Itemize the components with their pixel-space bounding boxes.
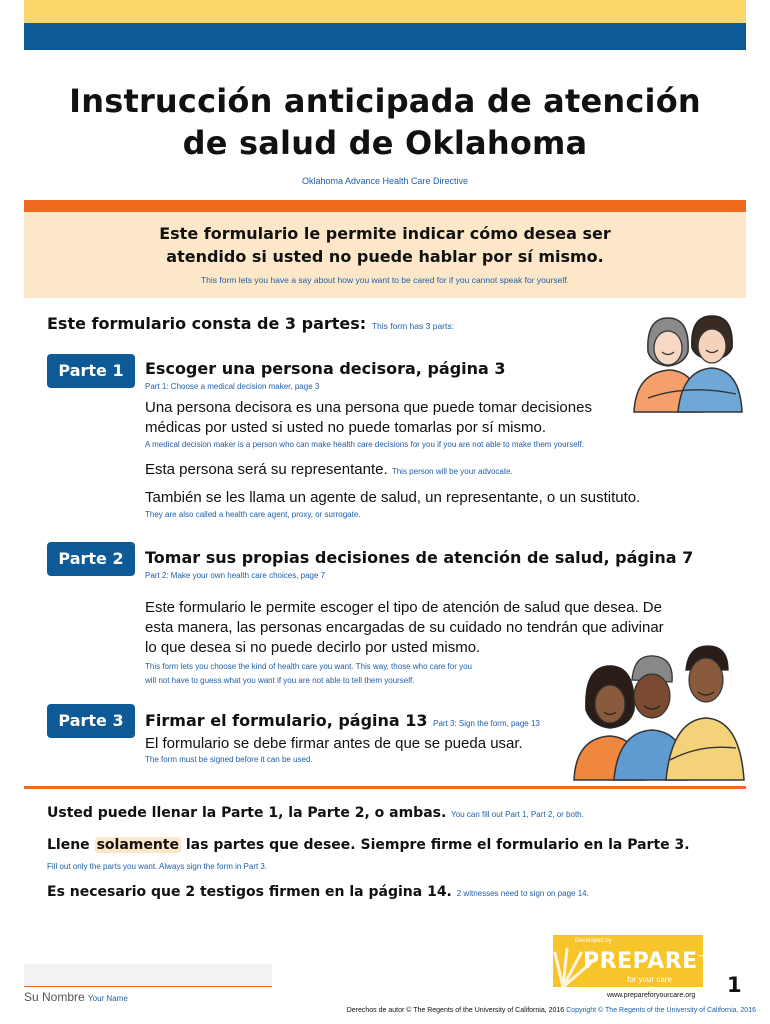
family-group-illustration (570, 640, 748, 780)
top-band-yellow (24, 0, 746, 23)
logo-brand-name: PREPARE (583, 949, 698, 974)
parts-heading-english: This form has 3 parts: (371, 321, 454, 331)
part-3-badge: Parte 3 (47, 704, 135, 738)
page-title (24, 80, 746, 164)
part-1-paragraph-2-english: This person will be your advocate. (391, 467, 513, 476)
part-3-heading (145, 711, 540, 730)
part-2-paragraph-english-line-1: This form lets you choose the kind of health care you want. This way, those who care for you (145, 662, 472, 671)
part-1-paragraph-2-spanish: Esta persona será su representante. (145, 461, 388, 478)
copyright-line (0, 1007, 770, 1014)
top-band-blue (24, 23, 746, 50)
part-3-heading-spanish: Firmar el formulario, página 13 (145, 711, 428, 730)
part-1-paragraph-1 (145, 398, 592, 438)
part-2-paragraph-line-1: Este formulario le permite escoger el tipo de atención de salud que desea. De (145, 599, 662, 616)
part-2-paragraph-english (145, 660, 472, 688)
intro-text-line-1: Este formulario le permite indicar cómo desea ser (159, 224, 611, 243)
part-2-heading-english: Part 2: Make your own health care choices, page 7 (145, 571, 326, 580)
note-witnesses (47, 884, 589, 900)
note-fill-parts-spanish: Usted puede llenar la Parte 1, la Parte 2, o ambas. (47, 805, 447, 821)
notes-divider (24, 786, 746, 789)
note-witnesses-english: 2 witnesses need to sign on page 14. (456, 889, 589, 898)
your-name-label-english: Your Name (88, 994, 128, 1003)
intro-box-orange-bar (24, 200, 746, 212)
note-only-parts (47, 837, 690, 853)
note-only-parts-english: Fill out only the parts you want. Always sign the form in Part 3. (47, 862, 268, 871)
top-color-band (24, 0, 746, 50)
page-title-line-2: de salud de Oklahoma (182, 124, 588, 162)
your-name-label (24, 990, 128, 1004)
part-1-paragraph-2 (145, 460, 513, 482)
part-1-paragraph-1-line-2: médicas por usted si usted no puede tomarlas por sí mismo. (145, 419, 547, 436)
part-1-paragraph-3-english: They are also called a health care agent, proxy, or surrogate. (145, 510, 361, 519)
parts-heading-spanish: Este formulario consta de 3 partes: (47, 314, 367, 333)
your-name-label-spanish: Su Nombre (24, 990, 85, 1004)
part-1-paragraph-3: También se les llama un agente de salud, un representante, o un sustituto. (145, 489, 641, 506)
your-name-field[interactable] (24, 964, 272, 986)
logo-developed-by: Developed by (575, 938, 612, 944)
part-2-heading: Tomar sus propias decisiones de atención de salud, página 7 (145, 548, 694, 567)
note-only-parts-post: las partes que desee. Siempre firme el formulario en la Parte 3. (185, 837, 690, 853)
intro-text-english: This form lets you have a say about how you want to be cared for if you cannot speak for yourself. (200, 275, 570, 285)
page-number: 1 (727, 973, 742, 997)
note-fill-parts (47, 805, 584, 821)
intro-box (24, 200, 746, 298)
parts-heading (47, 314, 454, 333)
note-only-parts-pre: Llene (47, 837, 90, 853)
copyright-english: Copyright © The Regents of the University of California, 2016 (566, 1007, 756, 1014)
website-url[interactable]: www.prepareforyourcare.org (607, 992, 696, 999)
page-subtitle-english: Oklahoma Advance Health Care Directive (301, 176, 469, 186)
part-2-badge: Parte 2 (47, 542, 135, 576)
logo-trademark: ™ (697, 954, 705, 962)
part-2-paragraph-line-2: esta manera, las personas encargadas de su cuidado no tendrán que adivinar (145, 619, 664, 636)
part-1-badge: Parte 1 (47, 354, 135, 388)
note-only-parts-highlight: solamente (96, 837, 179, 853)
part-3-heading-english: Part 3: Sign the form, page 13 (433, 719, 540, 728)
part-2-paragraph-english-line-2: will not have to guess what you want if you are not able to tell them yourself. (145, 676, 415, 685)
part-1-paragraph-1-line-1: Una persona decisora es una persona que puede tomar decisiones (145, 399, 592, 416)
intro-text (24, 222, 746, 268)
part-1-paragraph-1-english: A medical decision maker is a person who can make health care decisions for you if you are not able to make them yourself. (145, 440, 584, 449)
part-1-heading-english: Part 1: Choose a medical decision maker, page 3 (145, 382, 320, 391)
prepare-logo (553, 935, 703, 987)
note-witnesses-spanish: Es necesario que 2 testigos firmen en la página 14. (47, 884, 452, 900)
note-fill-parts-english: You can fill out Part 1, Part 2, or both. (451, 810, 584, 819)
two-women-illustration (628, 312, 746, 412)
copyright-spanish: Derechos de autor © The Regents of the University of California, 2016 (346, 1007, 565, 1014)
part-3-paragraph-english: The form must be signed before it can be used. (145, 755, 313, 764)
page-title-line-1: Instrucción anticipada de atención (69, 82, 701, 120)
intro-text-line-2: atendido si usted no puede hablar por sí mismo. (166, 247, 604, 266)
your-name-underline (24, 986, 272, 987)
logo-tagline: for your care (627, 975, 672, 984)
part-2-paragraph-line-3: lo que desea si no puede decirlo por usted mismo. (145, 639, 481, 656)
logo-brand (583, 949, 704, 974)
part-1-heading: Escoger una persona decisora, página 3 (145, 359, 506, 378)
part-3-paragraph: El formulario se debe firmar antes de que se pueda usar. (145, 735, 523, 752)
